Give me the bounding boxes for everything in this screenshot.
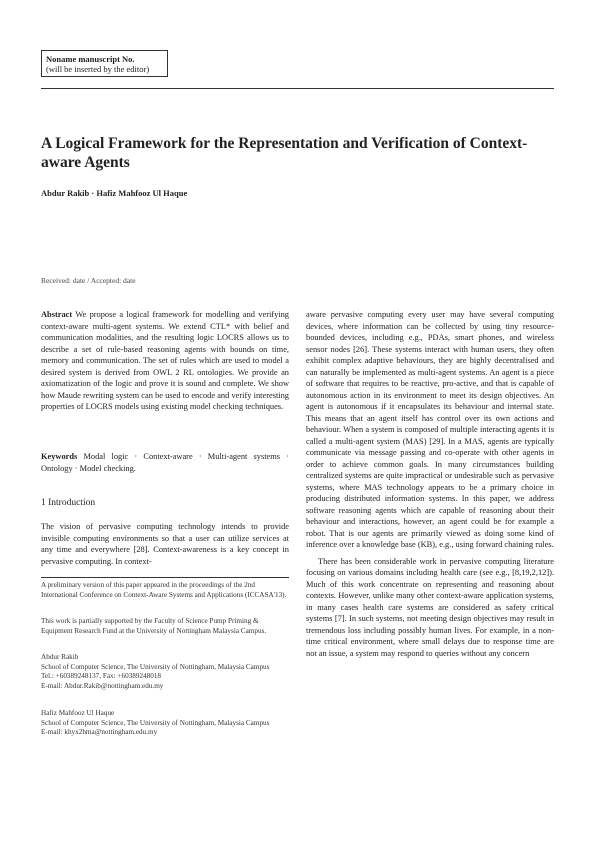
manuscript-box xyxy=(41,50,168,77)
keywords-label: Keywords xyxy=(41,452,78,461)
paper-title: A Logical Framework for the Representation and Verification of Context-aware Agents xyxy=(41,135,528,171)
intro-paragraph: The vision of pervasive computing technology intends to provide invisible computing environments so that a user can utilize services at any time and everywhere [28]. Context-awareness is a key concept in pervasive computing. In context- xyxy=(41,522,289,566)
author1-phone: Tel.: +60389248137, Fax: +60389248018 xyxy=(41,672,162,680)
author2-info xyxy=(41,709,289,738)
author1-email: E-mail: Abdur.Rakib@nottingham.edu.my xyxy=(41,681,164,690)
author2-email: E-mail: khyx2hma@nottingham.edu.my xyxy=(41,728,158,736)
manuscript-label: Noname manuscript No. xyxy=(46,54,135,64)
abstract-text: We propose a logical framework for modelling and verifying context-aware multi-agent systems. We extend CTL* with belief and communication modalities, and the resulting logic LOCRS allows us to describe a set of rule-based reasoning agents with bounds on time, memory and communication. The set of rules which are used to model a desired system is derived from OWL 2 RL ontologies. We provide an axiomatization of the logic and prove it is sound and complete. We show how Maude rewriting system can be used to encode and verify interesting properties of LOCRS models using existing model checking techniques. xyxy=(41,310,289,411)
editor-note: (will be inserted by the editor) xyxy=(46,64,150,74)
right-paragraph-1: aware pervasive computing every user may have several computing devices, where information can be collected by using tiny resource-bounded devices, including e.g., PDAs, smart phones, and wireless sensor nodes [26]. These systems interact with human users, they often exhibit complex adaptive behaviours, they are highly decentralised and can naturally be implemented as multi-agent systems. An agent is a piece of software that requires to be reactive, pro-active, and that is capable of autonomous action in its environment to meet its design objectives. An agent is autonomous if it encapsulates its behaviour and internal state. This means that an agent itself has control over its own actions and behaviour. When a system is composed of multiple interacting agents it is called a multi-agent system (MAS) [29]. In a MAS, agents are typically communicate via message passing and co-operate with other agents in order to achieve common goals. In many circumstances building centralized systems are quite impractical or undesirable such as pervasive systems, where MAS technology appears to be a primary choice in producing distributed information systems. In this paper, we address software reasoning agents which are capable of reasoning about their behaviour and interactions, however, an agent could be for example a robot. That is our agents are primarily viewed as doing some kind of inference over a knowledge base (KB), e.g., using forward chaining rules. xyxy=(306,310,554,549)
footnote-preliminary: A preliminary version of this paper appeared in the proceedings of the 2nd International Conference on Context-Aware Systems and Applications (ICCASA'13). xyxy=(41,581,287,599)
right-column xyxy=(306,309,554,659)
author2-name: Hafiz Mahfooz Ul Haque xyxy=(41,709,115,717)
received-date: Received: date / Accepted: date xyxy=(41,276,136,285)
keywords-text: Modal logic · Context-aware · Multi-agent systems · Ontology · Model checking. xyxy=(41,452,289,473)
footnote-funding: This work is partially supported by the Faculty of Science Pump Priming & Equipment Research Fund at the University of Nottingham Malaysia Campus. xyxy=(41,617,267,635)
authors: Abdur Rakib · Hafiz Mahfooz Ul Haque xyxy=(41,188,188,198)
abstract-label: Abstract xyxy=(41,310,73,319)
abstract xyxy=(41,309,289,413)
author1-info xyxy=(41,653,289,691)
footnote-rule xyxy=(41,577,289,578)
top-rule xyxy=(41,88,554,89)
author1-address: School of Computer Science, The University of Nottingham, Malaysia Campus xyxy=(41,662,270,671)
right-paragraph-2: There has been considerable work in pervasive computing literature focusing on various domains including health care (see e.g., [8,19,2,12]). Much of this work concentrate on representing and reasoning about contexts. However, unlike many other context-aware application systems, in many cases health care systems are considered as safety critical systems [7]. In such systems, not meeting design objectives may result in tremendous loss including possibly human lives. For example, in a non-time critical environment, where small delays due to response time are not an issue, a system may respond to queries without any concern xyxy=(306,556,554,658)
keywords xyxy=(41,451,289,474)
author1-name: Abdur Rakib xyxy=(41,653,79,661)
author2-address: School of Computer Science, The University of Nottingham, Malaysia Campus xyxy=(41,718,270,727)
section-heading: 1 Introduction xyxy=(41,498,96,508)
